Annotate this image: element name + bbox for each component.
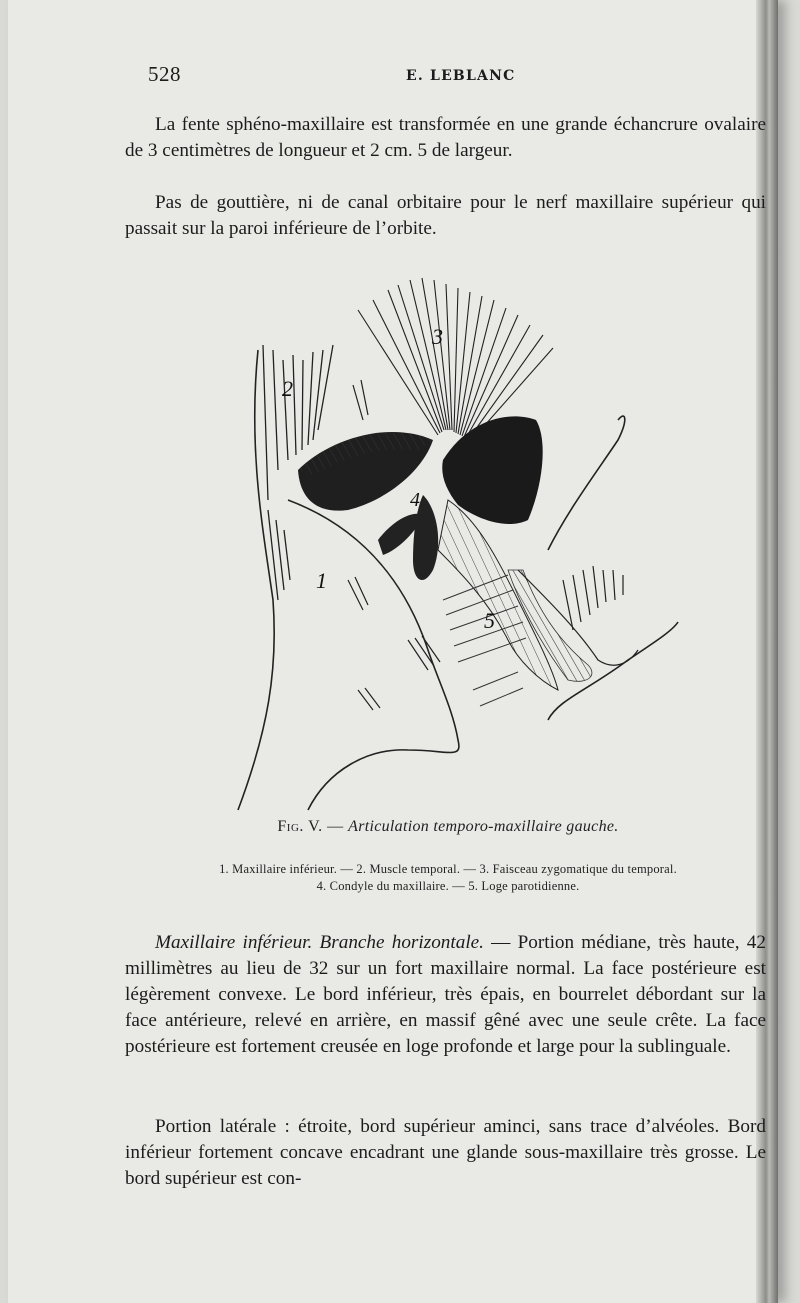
figure-legend-line-2: 4. Condyle du maxillaire. — 5. Loge parotidienne.	[316, 879, 580, 893]
section-heading: Maxillaire inférieur. Branche horizontale.	[155, 932, 484, 953]
figure-caption-title	[128, 818, 768, 836]
page-number: 528	[148, 62, 181, 86]
label-4: 4	[410, 489, 420, 511]
figure-legend-line-1: 1. Maxillaire inférieur. — 2. Muscle temporal. — 3. Faisceau zygomatique du temporal.	[219, 862, 677, 876]
section-text: — Portion médiane, très haute, 42 millimètres au lieu de 32 sur un fort maxillaire normal. La face postérieure est légèrement convexe. Le bord inférieur, très épais, en bourrelet débordant sur la face antérieure, relevé en arrière, en massif gêné avec une seule crête. La face postérieure est fortement creusée en loge profonde et large pour la sublinguale.	[125, 932, 766, 1057]
bone-masses	[298, 416, 638, 690]
anatomical-drawing	[218, 270, 688, 830]
caption-title: Articulation temporo-maxillaire gauche.	[348, 818, 619, 835]
label-3: 3	[432, 324, 443, 349]
running-head: E. LEBLANC	[406, 68, 516, 84]
label-1: 1	[316, 568, 327, 593]
paragraph-fente: La fente sphéno-maxillaire est transformée en une grande échancrure ovalaire de 3 centimètres de longueur et 2 cm. 5 de largeur.	[125, 114, 766, 161]
label-5: 5	[484, 608, 495, 633]
mandible-shape	[238, 350, 678, 810]
paragraph-portion-laterale: Portion latérale : étroite, bord supérieur aminci, sans trace d’alvéoles. Bord inférieur fortement concave encadrant une glande sous-maxillaire très grosse. Le bord supérieur est con-	[125, 1116, 766, 1189]
caption-prefix: Fig. V. —	[277, 818, 349, 835]
paragraph-gouttiere: Pas de gouttière, ni de canal orbitaire pour le nerf maxillaire supérieur qui passait sur la paroi inférieure de l’orbite.	[125, 192, 766, 239]
figure-articulation	[218, 270, 688, 830]
label-2: 2	[282, 376, 293, 401]
book-page	[8, 0, 778, 1303]
paragraph-branche-horizontale	[125, 930, 766, 1060]
page-header	[138, 62, 768, 92]
